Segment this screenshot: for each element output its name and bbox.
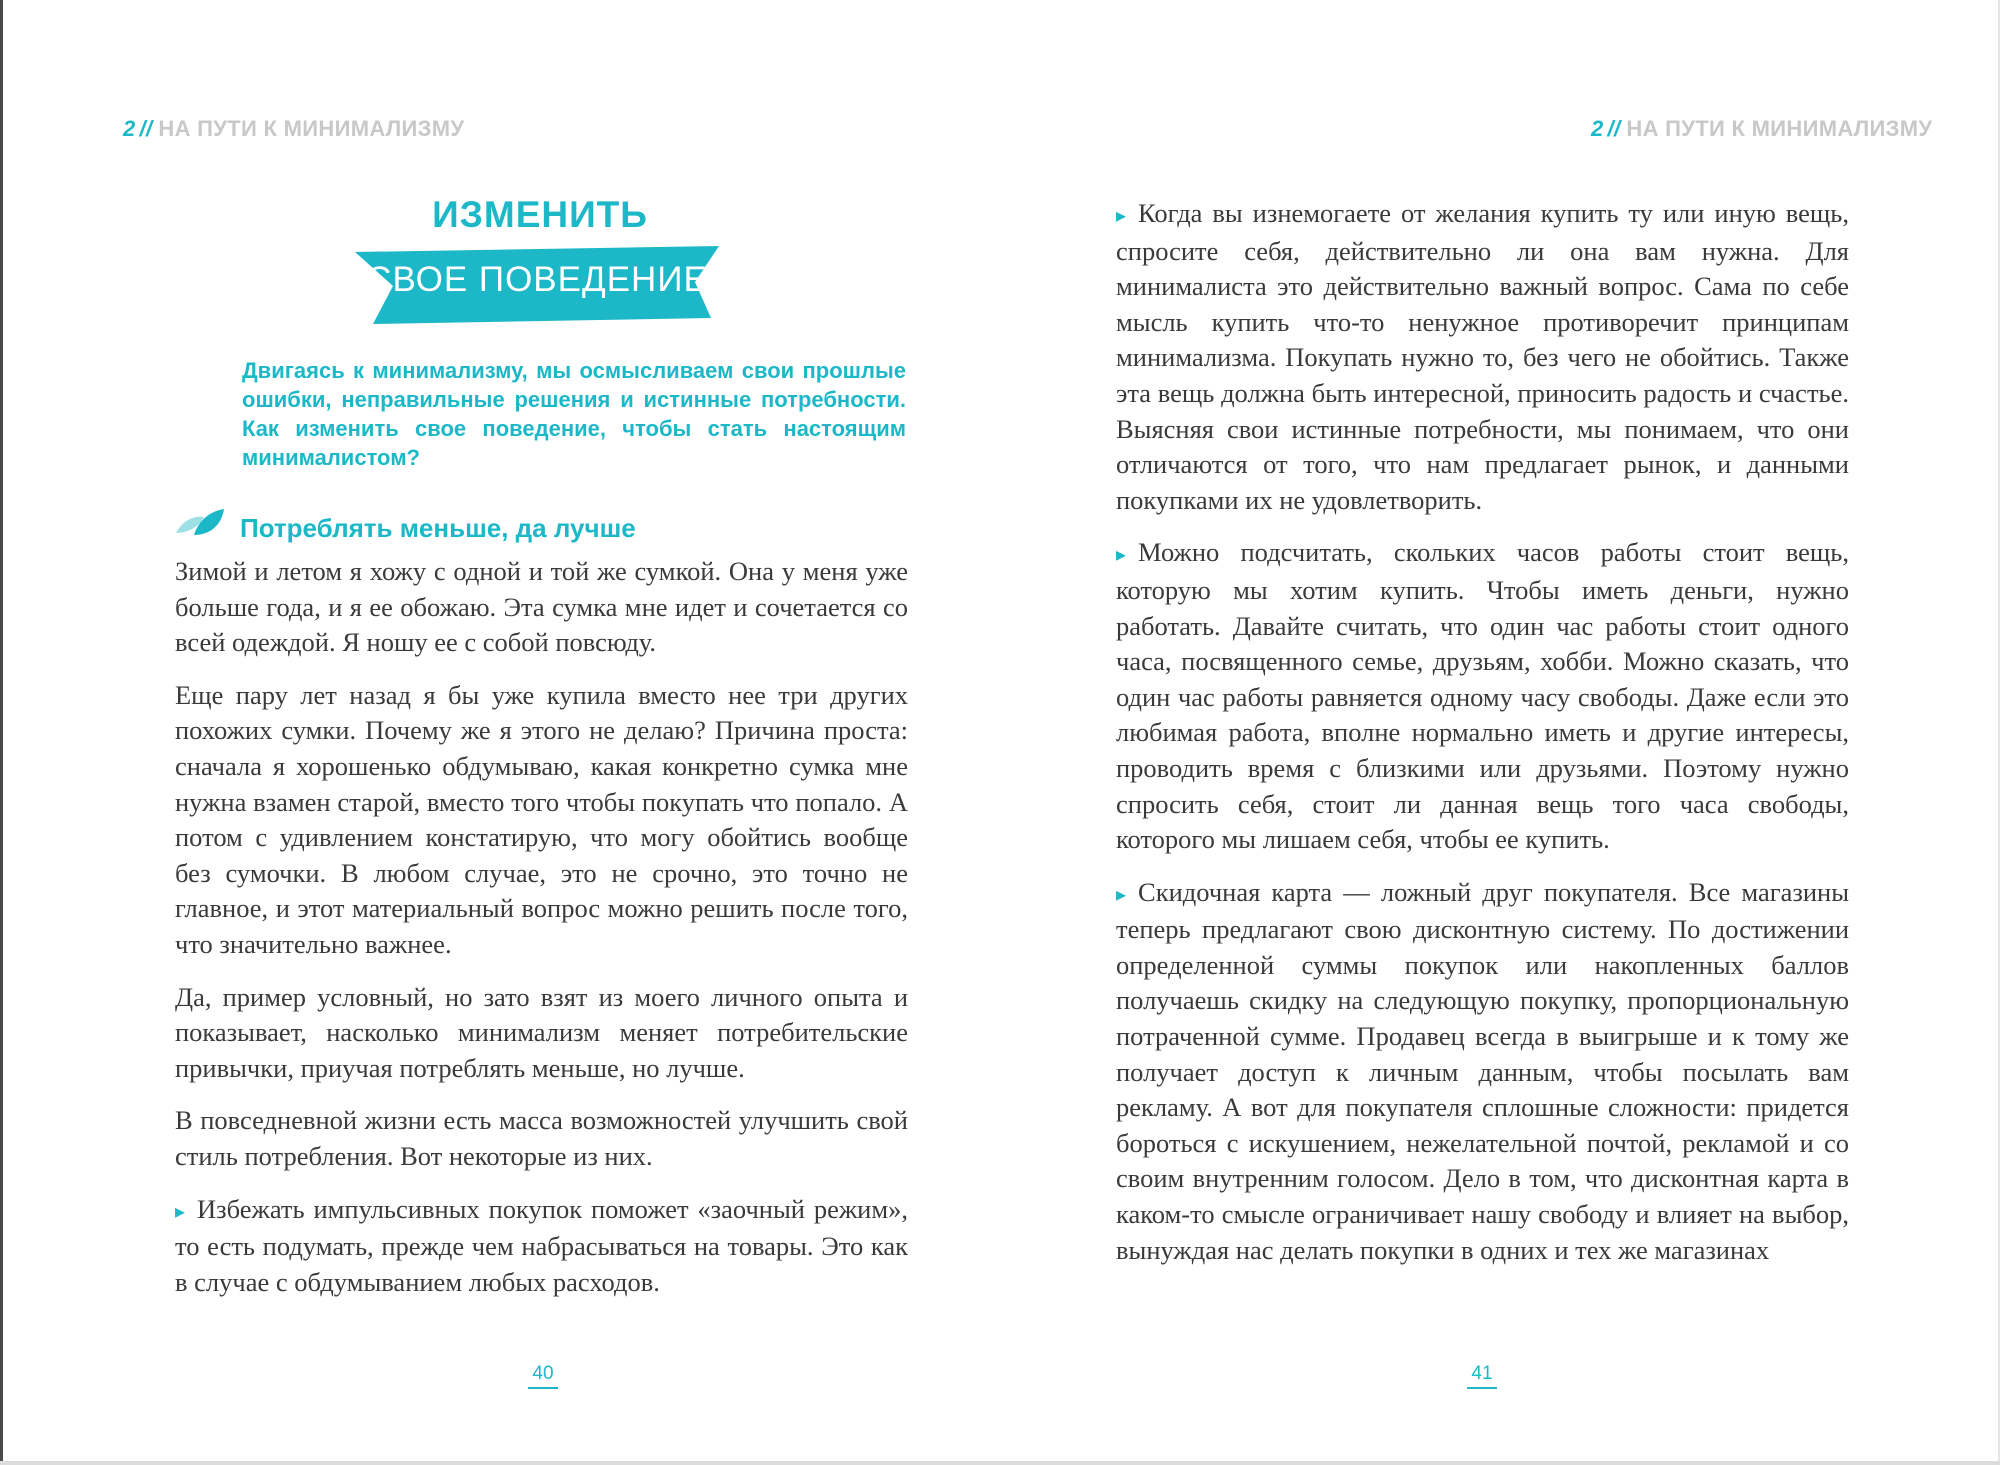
bullet-text: Когда вы изнемогаете от желания купить ту или иную вещь, спросите себя, действительно ли она вам нужна. Для минималиста это действительно важный вопрос. Сама по себе мысль купить что-то ненужное противоречит принципам минимализма. Покупать нужно то, без чего не обойтись. Также эта вещь должна быть интересной, приносить радость и счастье. Выясняя свои истинные потребности, мы понимаем, что они отличаются от того, что нам предлагает рынок, и данными покупками их не удовлетворить. [1116,198,1849,515]
paragraph: Еще пару лет назад я бы уже купила вместо нее три других похожих сумки. Почему же я этого не делаю? Причина проста: сначала я хорошенько обдумываю, какая конкретно сумка мне нужна взамен старой, вместо того чтобы покупать что попало. А потом с удивлением констатирую, что могу обойтись вообще без сумочки. В любом случае, это не срочно, это точно не главное, и этот материальный вопрос можно решить после того, что значительно важнее. [175,679,908,959]
bullet-marker-icon: ▸ [175,1198,186,1223]
section-title-line2: СВОЕ ПОВЕДЕНИЕ [366,260,708,299]
right-column [1116,196,1849,1285]
paragraph: Да, пример условный, но зато взят из моего личного опыта и показывает, насколько минимализм меняет потребительские привычки, приучая потреблять меньше, но лучше. [175,981,908,1083]
bottom-edge [0,1461,2000,1465]
running-head-left [123,116,464,142]
paragraph: Зимой и летом я хожу с одной и той же сумкой. Она у меня уже больше года, и я ее обожаю. Эта сумка мне идет и сочетается со всей одеждой. Я ношу ее с собой повсюду. [175,556,908,658]
bullet-item [1116,535,1849,857]
chapter-title: НА ПУТИ К МИНИМАЛИЗМУ [158,116,465,141]
bullet-item [175,1192,908,1301]
chapter-title: НА ПУТИ К МИНИМАЛИЗМУ [1626,116,1933,141]
left-column [175,554,908,1317]
bullet-text: Избежать импульсивных покупок поможет «заочный режим», то есть подумать, прежде чем набрасываться на товары. Это как в случае с обдумыванием любых расходов. [175,1193,908,1297]
chapter-separator: // [139,116,153,141]
bullet-item [1116,875,1849,1269]
bullet-marker-icon: ▸ [1116,542,1127,567]
bullet-text: Можно подсчитать, скольких часов работы стоит вещь, которую мы хотим купить. Чтобы иметь деньги, нужно работать. Давайте считать, что один час работы стоит одного часа, посвященного семье, друзьям, хобби. Можно сказать, что один час работы равняется одному часу свободы. Даже если это любимая работа, вполне нормально иметь и другие интересы, проводить время с близкими или друзьями. Поэтому нужно спросить себя, стоит ли данная вещь того часа свободы, которого мы лишаем себя, чтобы ее купить. [1116,537,1849,855]
leaf-icon [174,505,226,539]
lead-paragraph: Двигаясь к минимализму, мы осмысливаем свои прошлые ошибки, неправильные решения и истинные потребности. Как изменить свое поведение, чтобы стать настоящим минималистом? [242,358,906,470]
page-number-right: 41 [1467,1363,1497,1389]
section-title-banner [355,242,719,326]
running-head-right [1591,116,1932,142]
subheading: Потреблять меньше, да лучше [240,513,636,543]
bullet-marker-icon: ▸ [1116,881,1127,906]
bullet-marker-icon: ▸ [1116,203,1127,227]
chapter-separator: // [1607,116,1621,141]
section-title-line1: ИЗМЕНИТЬ [432,194,648,235]
bullet-item [1116,196,1849,518]
chapter-number: 2 [123,116,136,141]
page-number-left: 40 [528,1363,558,1389]
bullet-text: Скидочная карта — ложный друг покупателя. Все магазины теперь предлагают свою дисконтную систему. По достижении определенной суммы покупок или накопленных баллов получаешь скидку на следующую покупку, пропорциональную потраченной сумме. Продавец всегда в выигрыше и к тому же получает доступ к личным данным, чтобы посылать вам рекламу. А вот для покупателя сплошные сложности: придется бороться с искушением, нежелательной почтой, рекламой и со своим внутренним голосом. Дело в том, что дисконтная карта в каком-то смысле ограничивает нашу свободу и влияет на выбор, вынуждая нас делать покупки в одних и тех же магазинах [1116,876,1849,1265]
left-edge-shadow [0,0,3,1465]
paragraph: В повседневной жизни есть масса возможностей улучшить свой стиль потребления. Вот некоторые из них. [175,1105,908,1171]
chapter-number: 2 [1591,116,1604,141]
